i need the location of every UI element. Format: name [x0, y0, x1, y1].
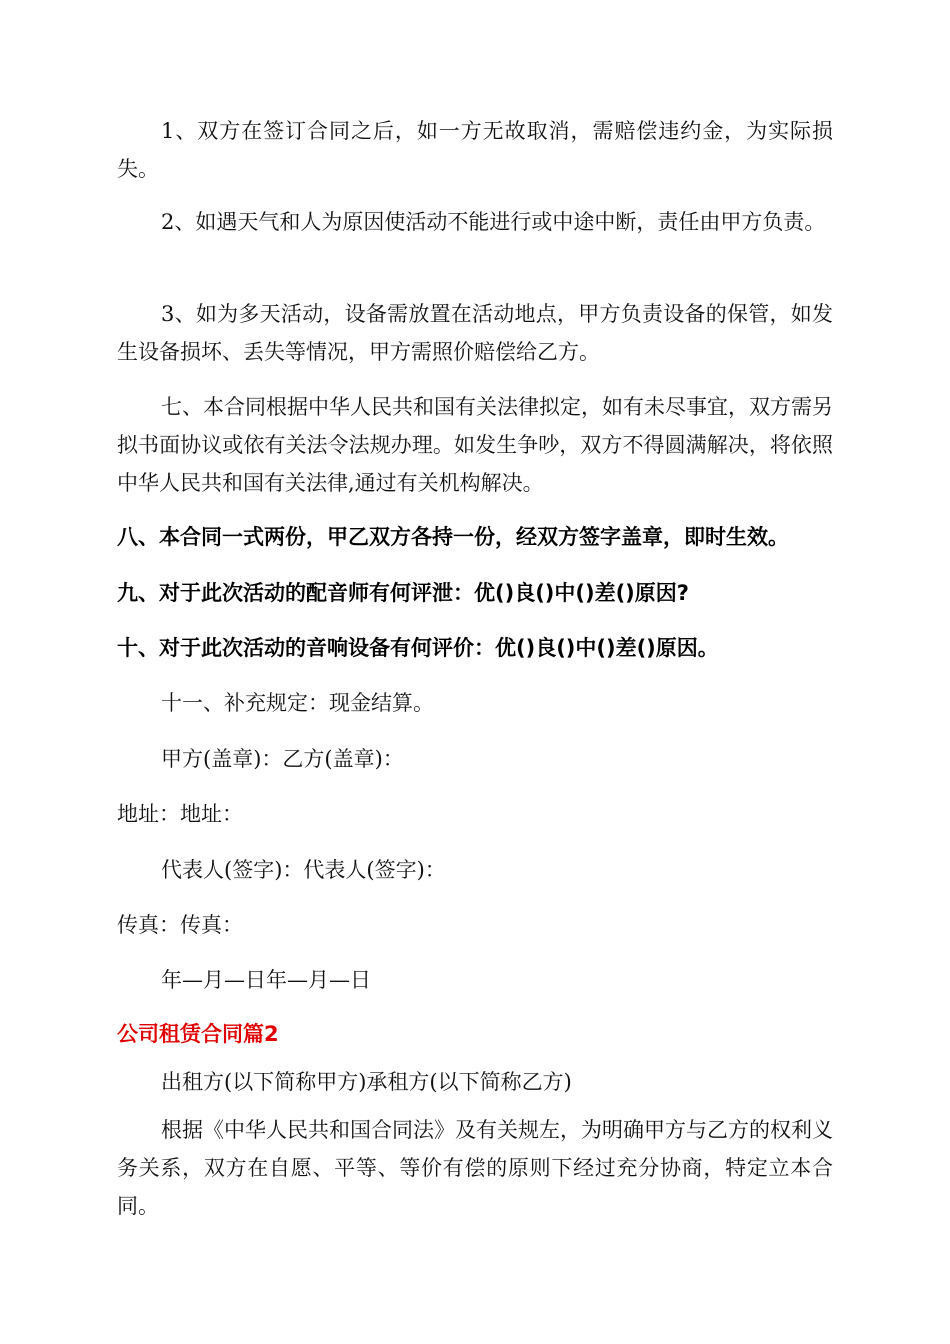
section-heading: 公司租赁合同篇2	[117, 1022, 279, 1046]
clause-7: 七、本合同根据中华人民共和国有关法律拟定，如有未尽事宜，双方需另拟书面协议或依有关法令法规办理。如发生争吵，双方不得圆满解决，将依照中华人民共和国有关法律,通过有关机构解决。	[117, 395, 833, 495]
fax-line: 传真：传真：	[117, 913, 243, 937]
date-line: 年—月—日年—月—日	[161, 968, 371, 992]
parties-line: 出租方(以下简称甲方)承租方(以下简称乙方)	[161, 1070, 572, 1094]
seal-line: 甲方(盖章)：乙方(盖章)：	[161, 747, 404, 771]
clause-3: 3、如为多天活动，设备需放置在活动地点，甲方负责设备的保管，如发生设备损坏、丢失等情况，甲方需照价赔偿给乙方。	[117, 302, 833, 364]
clause-1: 1、双方在签订合同之后，如一方无故取消，需赔偿违约金，为实际损失。	[117, 119, 833, 181]
preamble: 根据《中华人民共和国合同法》及有关规左，为明确甲方与乙方的权利义务关系，双方在自愿、平等、等价有偿的原则下经过充分协商，特定立本合同。	[117, 1118, 833, 1218]
clause-9: 九、对于此次活动的配音师有何评泄：优()良()中()差()原因?	[117, 581, 689, 605]
representative-line: 代表人(签字)：代表人(签字)：	[161, 858, 446, 882]
clause-11: 十一、补充规定：现金结算。	[161, 691, 434, 715]
address-line: 地址：地址：	[117, 802, 243, 826]
clause-10: 十、对于此次活动的音响设备有何评价：优()良()中()差()原因。	[117, 636, 719, 660]
clause-2: 2、如遇天气和人为原因使活动不能进行或中途中断，责任由甲方负责。	[161, 210, 826, 234]
clause-8: 八、本合同一式两份，甲乙双方各持一份，经双方签字盖章，即时生效。	[117, 525, 789, 549]
